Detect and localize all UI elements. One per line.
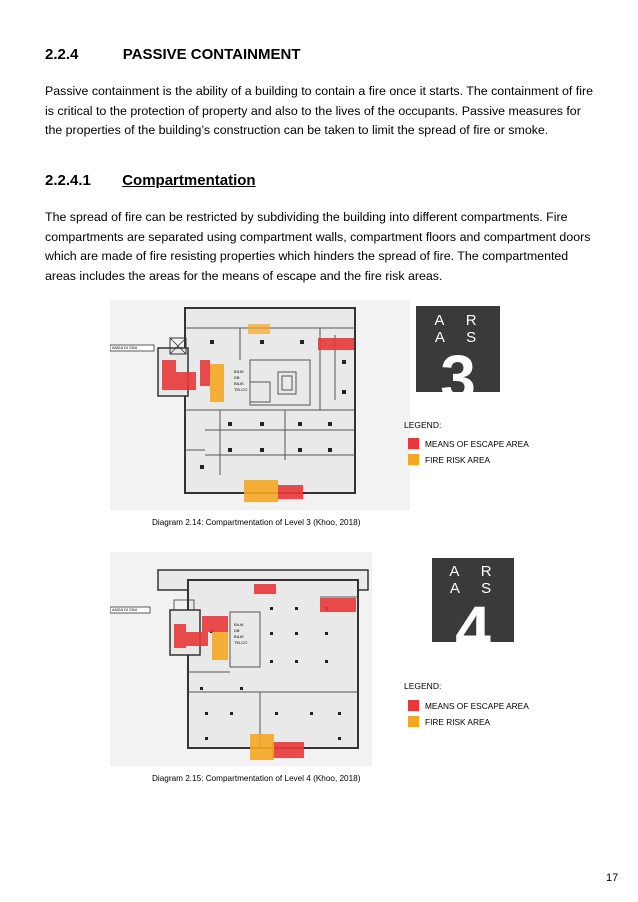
legend-label: FIRE RISK AREA [425, 716, 491, 727]
legend-label: FIRE RISK AREA [425, 454, 491, 465]
floor-plan-level-3 [110, 300, 410, 510]
section-title: PASSIVE CONTAINMENT [122, 46, 301, 63]
figure-caption: Diagram 2.15: Compartmentation of Level 4 (Khoo, 2018) [152, 774, 361, 783]
figure-caption: Diagram 2.14: Compartmentation of Level 3 (Khoo, 2018) [152, 518, 361, 527]
fire-risk-swatch [408, 716, 419, 727]
plan-label-room: BILIK [234, 622, 244, 627]
sign-number: 3 [440, 342, 476, 414]
sign-word: A R A S [449, 563, 501, 597]
subsection-number: 2.2.4.1 [45, 172, 91, 189]
sign-number: 4 [455, 593, 491, 665]
plan-label-room: DB [234, 628, 240, 633]
section-paragraph: Passive containment is the ability of a building to contain a fire once it starts. The containment of fire is critical to the protection of property and also to the lives of the occupants. Passive measures for the properties of the building’s construction can be taken to limit the spread of fire or smoke. [45, 84, 594, 137]
plan-label-room: DB [234, 375, 240, 380]
legend-label: MEANS OF ESCAPE AREA [425, 438, 529, 449]
subsection-paragraph: The spread of fire can be restricted by subdividing the building into different compartments. Fire compartments are separated using compartment walls, compartment floors and compartment doors which are made of fire resisting properties which hinders the spread of fire. The compartmented areas includes the areas for the means of escape and the fire risk areas. [45, 210, 591, 283]
escape-swatch [408, 438, 419, 449]
legend-title: LEGEND: [404, 681, 442, 691]
legend-item-escape [408, 438, 529, 449]
subsection-title: Compartmentation [122, 172, 256, 189]
legend-title: LEGEND: [404, 420, 442, 430]
escape-swatch [408, 700, 419, 711]
level-sign-3 [416, 306, 500, 414]
subsection-heading [45, 172, 256, 189]
page-number: 17 [606, 872, 619, 884]
plan-label-room: BILIK [234, 381, 244, 386]
plan-label-stair: ANDA DI SINI [112, 607, 137, 612]
legend-item-fire-risk [408, 716, 490, 727]
fire-risk-swatch [408, 454, 419, 465]
floor-plan-level-4 [110, 552, 372, 766]
plan-label-room: BILIK [234, 369, 244, 374]
legend-item-fire-risk [408, 454, 490, 465]
plan-label-room: TELCO [234, 387, 248, 392]
section-number: 2.2.4 [45, 46, 79, 63]
plan-label-room: BILIK [234, 634, 244, 639]
plan-label-room: TELCO [234, 640, 248, 645]
legend-label: MEANS OF ESCAPE AREA [425, 700, 529, 711]
section-heading [45, 46, 301, 63]
level-sign-4 [432, 558, 514, 665]
plan-label-stair: ANDA DI SINI [112, 345, 137, 350]
legend-item-escape [408, 700, 529, 711]
sign-word: A R A S [434, 312, 486, 346]
